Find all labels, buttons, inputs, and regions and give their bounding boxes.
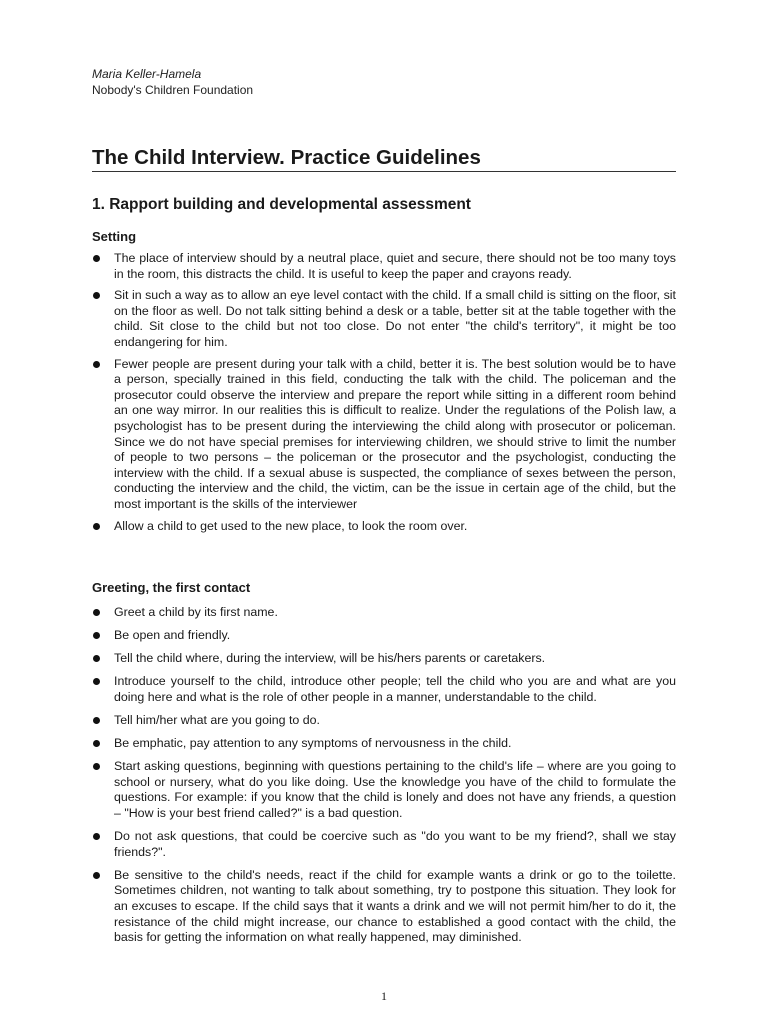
bullet-icon [93,655,100,662]
bullet-icon [93,833,100,840]
list-item [92,651,676,667]
bullet-icon [93,361,100,368]
list-item [92,674,676,705]
list-item [92,251,676,282]
list-item [92,357,676,513]
bullet-icon [93,717,100,724]
list-item-text: Tell him/her what are you going to do. [114,712,320,727]
subsection-heading-setting: Setting [92,229,137,244]
list-item-text: Do not ask questions, that could be coercive such as "do you want to be my friend?, shall we stay friends?". [114,829,676,859]
bullet-icon [93,632,100,639]
list-item-text: Sit in such a way as to allow an eye level contact with the child. If a small child is sitting on the floor, sit on the floor as well. Do not talk sitting behind a desk or a table, better sit at the table together with the child. Sit close to the child but not too close. Do not enter "the child's territory", it might be too endangering for him. [114,288,676,349]
list-item [92,868,676,946]
list-item [92,628,676,644]
list-item [92,519,676,535]
list-item [92,713,676,729]
list-item [92,605,676,621]
list-item [92,288,676,350]
list-item-text: Introduce yourself to the child, introduce other people; tell the child who you are and what are you doing here and what is the role of other people in a manner, understandable to the child. [114,674,676,704]
list-item-text: Fewer people are present during your talk with a child, better it is. The best solution would be to have a person, specially trained in this field, conducting the talk with the child. The policeman and the prosecutor could observe the interview and prepare the report while sitting in a different room behind an one way mirror. In our realities this is difficult to realize. Under the regulations of the Polish law, a psychologist has to be present during the interviewing the child along with prosecutor or policeman. Since we do not have special premises for interviewing children, we should strive to limit the number of people to two persons – the policeman or the prosecutor and the psychologist, conducting the interview with the child. If a sexual abuse is suspected, the compliance of sexes between the person, conducting the interview and the child, the victim, can be the issue in certain age of the child, but the most important is the skills of the interviewer [114,356,676,511]
greeting-list [92,605,676,946]
bullet-icon [93,292,100,299]
organization-name: Nobody's Children Foundation [92,83,254,97]
bullet-icon [93,609,100,616]
list-item [92,736,676,752]
list-item-text: Be open and friendly. [114,628,231,643]
bullet-icon [93,255,100,262]
author-name: Maria Keller-Hamela [92,67,202,81]
bullet-icon [93,872,100,879]
setting-list [92,251,676,534]
list-item [92,759,676,821]
bullet-icon [93,523,100,530]
author-block [92,66,253,98]
subsection-heading-greeting: Greeting, the first contact [92,580,251,595]
list-item-text: The place of interview should by a neutral place, quiet and secure, there should not be too many toys in the room, this distracts the child. It is useful to keep the paper and crayons ready. [114,251,676,281]
bullet-icon [93,678,100,685]
document-title: The Child Interview. Practice Guidelines [92,146,676,172]
list-item-text: Start asking questions, beginning with questions pertaining to the child's life – where are you going to school or nursery, what do you like doing. Use the knowledge you have of the child to formulate the questions. For example: if you know that the child is lonely and does not have any friends, a question – "How is your best friend called?" is a bad question. [114,759,676,820]
list-item-text: Be emphatic, pay attention to any symptoms of nervousness in the child. [114,736,512,751]
section-heading: 1. Rapport building and developmental assessment [92,196,471,213]
list-item [92,829,676,860]
list-item-text: Greet a child by its first name. [114,605,278,619]
list-item-text: Tell the child where, during the interview, will be his/hers parents or caretakers. [114,651,546,666]
list-item-text: Allow a child to get used to the new place, to look the room over. [114,518,468,533]
page-number: 1 [381,989,387,1003]
bullet-icon [93,740,100,747]
list-item-text: Be sensitive to the child's needs, react if the child for example wants a drink or go to the toilette. Sometimes children, not wanting to talk about something, try to postpone this situation. They look for an excuses to escape. If the child says that it wants a drink and we will not permit him/her to do it, the resistance of the child might increase, our chance to established a good contact with the child, the basis for getting the information on what really happened, may diminished. [114,867,676,945]
bullet-icon [93,763,100,770]
